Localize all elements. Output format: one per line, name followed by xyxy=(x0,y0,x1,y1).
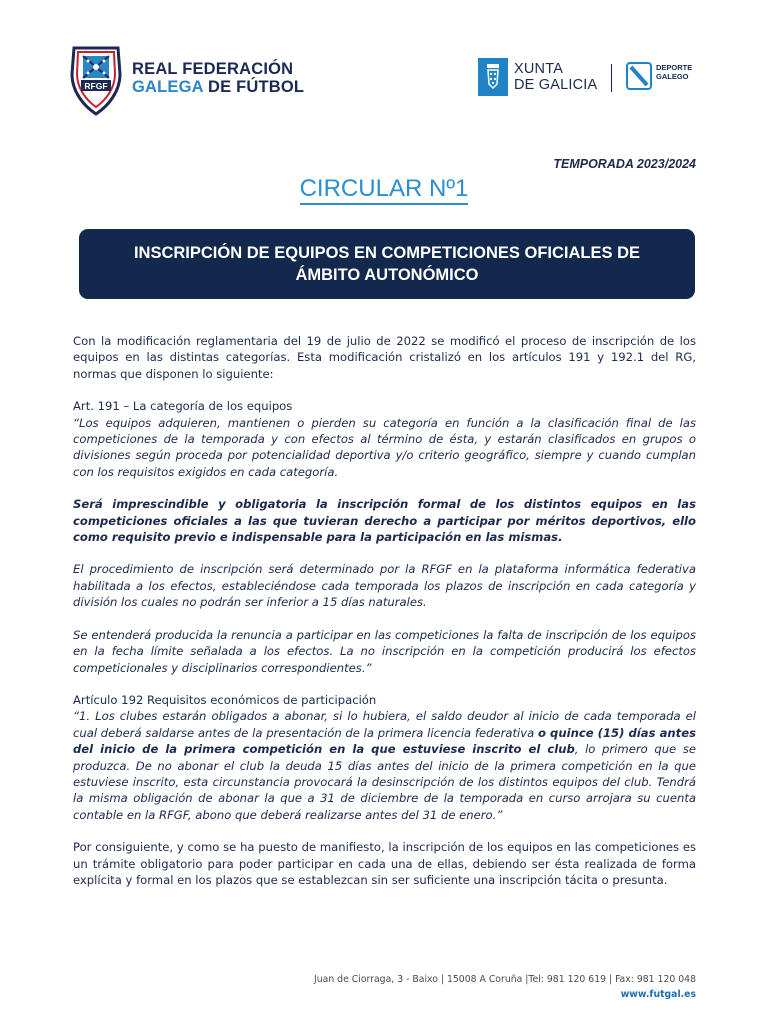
federation-name-rest: DE FÚTBOL xyxy=(203,78,305,96)
logo-divider xyxy=(611,64,612,92)
conclusion-paragraph: Por consiguiente, y como se ha puesto de manifiesto, la inscripción de los equipos en las competiciones es un trámite obligatorio para poder participar en cada una de ellas, debiendo ser ésta realizada de forma explícita y formal en los plazos que se establezcan sin ser suficiente una inscripción tácita o presunta. xyxy=(73,840,696,887)
federation-name xyxy=(132,60,304,96)
art192-bold: o quince (15) días antes del inicio de la primera competición en la que estuviese inscrito el club xyxy=(73,725,696,757)
rfgf-crest-label: RFGF xyxy=(84,81,108,91)
art191-heading: Art. 191 – La categoría de los equipos xyxy=(73,399,293,414)
deporte-line1: DEPORTE xyxy=(656,63,693,72)
federation-name-line2 xyxy=(132,78,304,96)
art192-quote xyxy=(73,708,696,823)
letterhead xyxy=(0,0,768,130)
deporte-galego-text xyxy=(656,63,692,81)
art192-part2: , lo primero que se produzca. De no abonar el club la deuda 15 días antes del inicio de la primera competición en la que estuviese inscrito, esta circunstancia provocará la desinscripción de los distintos equipos del club. Tendrá la misma obligación de abonar la que a 31 de diciembre de la temporada en curso arrojara su cuenta contable en la RFGF, abono que deberá realizarse antes del 31 de enero.” xyxy=(73,742,696,822)
circular-title xyxy=(0,175,768,203)
xunta-line1: XUNTA xyxy=(514,61,564,77)
art191-renuncia: Se entenderá producida la renuncia a participar en las competiciones la falta de inscripción de los equipos en la fecha límite señalada a los efectos. La no inscripción en la competición producirá los efectos competicionales y disciplinarios correspondientes.” xyxy=(73,627,696,675)
federation-name-line1: REAL FEDERACIÓN xyxy=(132,60,294,78)
art192-heading: Artículo 192 Requisitos económicos de participación xyxy=(73,692,377,707)
intro-paragraph: Con la modificación reglamentaria del 19 de julio de 2022 se modificó el proceso de inscripción de los equipos en las distintas categorías. Esta modificación cristalizó en los artículos 191 y 192.1 del RG, normas que disponen lo siguiente: xyxy=(73,334,696,381)
art192-part1: “1. Los clubes estarán obligados a abonar, si lo hubiera, el saldo deudor al inicio de cada temporada el cual deberá saldarse antes de la presentación de la primera licencia federativa xyxy=(73,709,696,740)
season-label: TEMPORADA 2023/2024 xyxy=(553,157,696,171)
federation-name-accent: GALEGA xyxy=(132,78,204,96)
subject-banner xyxy=(79,229,695,299)
circular-title-text: CIRCULAR Nº1 xyxy=(300,175,469,205)
xunta-line2: DE GALICIA xyxy=(514,77,598,93)
circular-body xyxy=(73,333,696,888)
footer-address: Juan de Ciorraga, 3 - Baixo | 15008 A Coruña |Tel: 981 120 619 | Fax: 981 120 048 xyxy=(313,974,696,985)
art191-procedure: El procedimiento de inscripción será determinado por la RFGF en la plataforma informática federativa habilitada a los efectos, estableciéndose cada temporada los plazos de inscripción en cada categoría y división los cuales no podrán ser inferior a 15 días naturales. xyxy=(73,562,696,610)
art191-quote: “Los equipos adquieren, mantienen o pierden su categoría en función a la clasificación final de las competiciones de la temporada y con efectos al término de ésta, y estarán clasificados en grupos o divisiones según proceda por potencialidad deportiva y/o criterio geográfico, siempre y cuando cumplan con los requisitos exigidos en cada categoría. xyxy=(73,415,696,479)
footer-website-link[interactable]: www.futgal.es xyxy=(620,989,696,1000)
deporte-galego-icon xyxy=(626,62,652,90)
xunta-text xyxy=(514,61,597,93)
art191-mandatory: Será imprescindible y obligatoria la inscripción formal de los distintos equipos en las competiciones oficiales a las que tuvieran derecho a participar por méritos deportivos, ello como requisito previo e indispensable para la participación en las mismas. xyxy=(73,497,696,545)
page-footer xyxy=(314,972,696,1002)
banner-line2: ÁMBITO AUTONÓMICO xyxy=(295,266,479,284)
rfgf-crest-icon xyxy=(68,44,124,116)
deporte-line2: GALEGO xyxy=(656,72,689,81)
banner-line1: INSCRIPCIÓN DE EQUIPOS EN COMPETICIONES OFICIALES DE xyxy=(133,244,641,262)
galicia-flag-icon xyxy=(478,58,508,96)
